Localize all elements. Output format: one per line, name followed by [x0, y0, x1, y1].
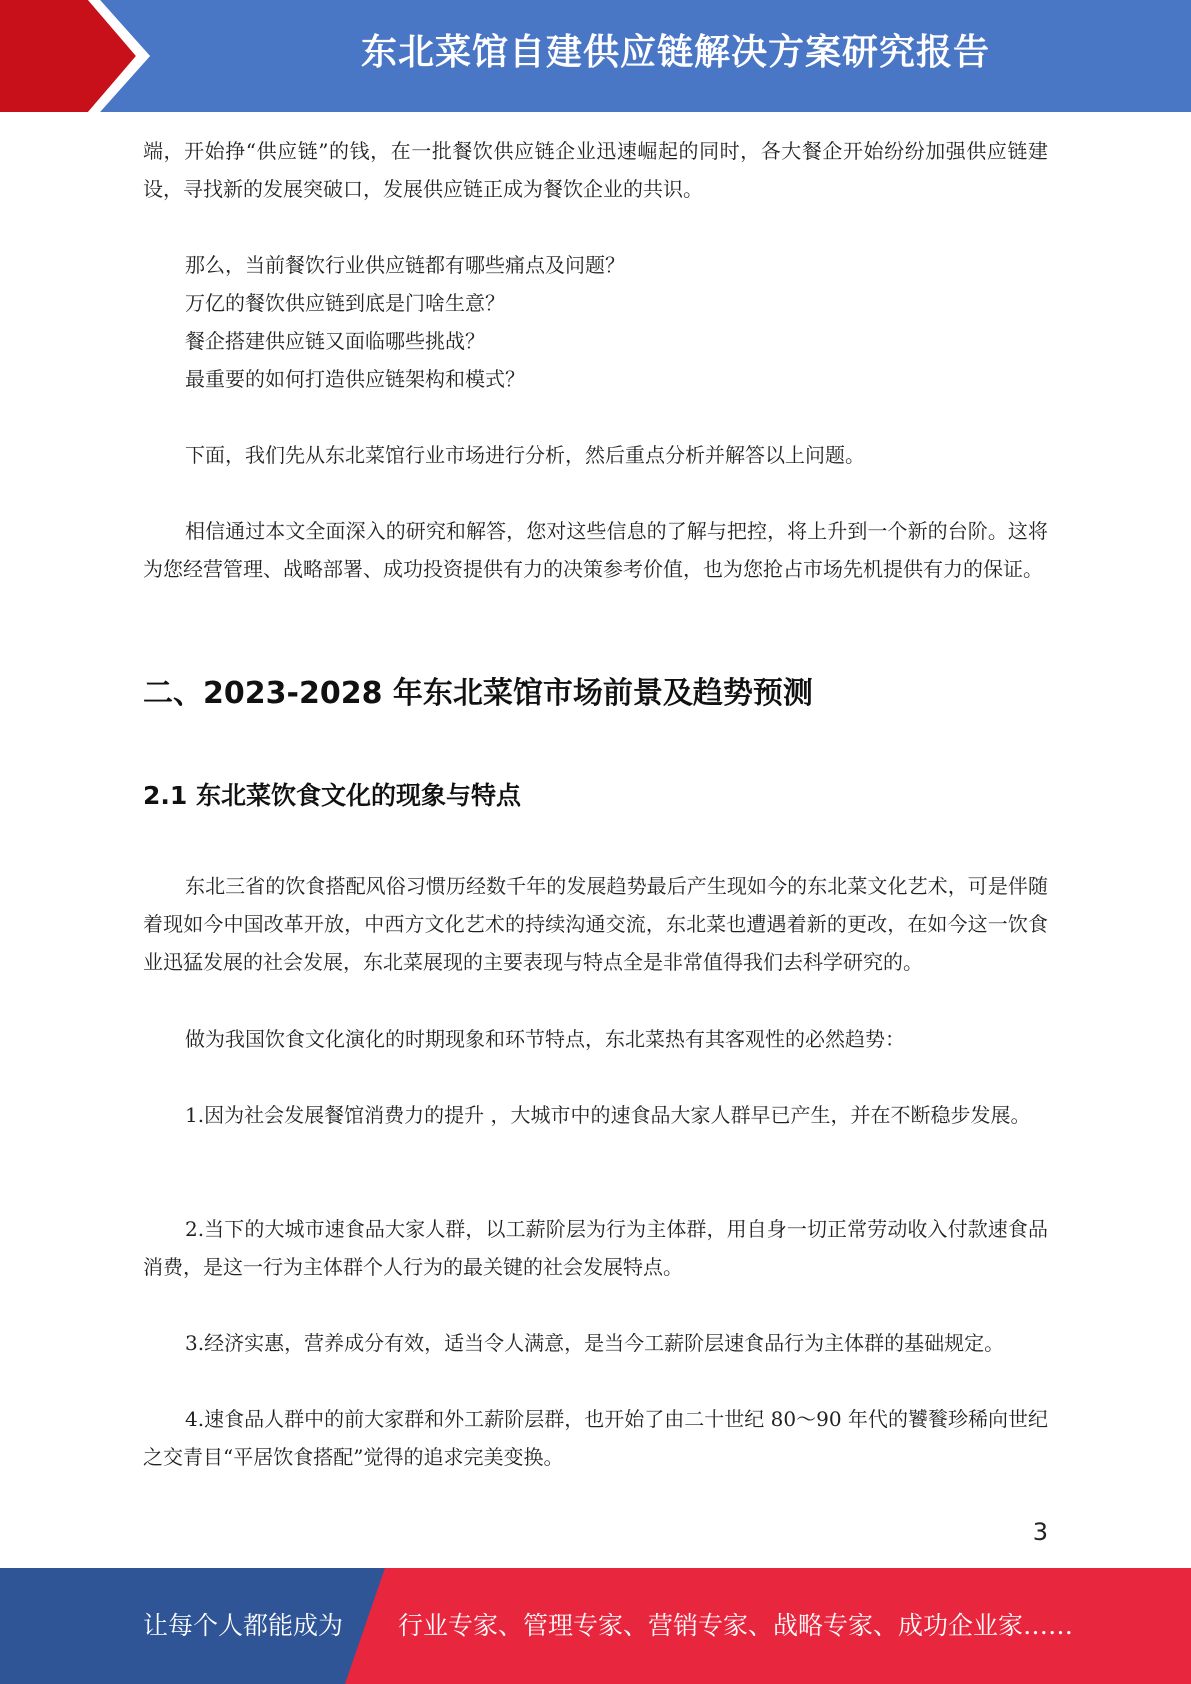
list-item: 2.当下的大城市速食品大家人群，以工薪阶层为行为主体群，用自身一切正常劳动收入付款速食品消费，是这一行为主体群个人行为的最关键的社会发展特点。 — [143, 1217, 1048, 1279]
intro-paragraph: 端，开始挣“供应链”的钱，在一批餐饮供应链企业迅速崛起的同时，各大餐企开始纷纷加强供应链建设，寻找新的发展突破口，发展供应链正成为餐饮企业的共识。 — [143, 139, 1048, 201]
subsection-heading: 2.1 东北菜饮食文化的现象与特点 — [143, 781, 521, 810]
value-paragraph: 相信通过本文全面深入的研究和解答，您对这些信息的了解与把控，将上升到一个新的台阶。这将为您经营管理、战略部署、成功投资提供有力的决策参考价值，也为您抢占市场先机提供有力的保证。 — [143, 519, 1048, 581]
question-item: 万亿的餐饮供应链到底是门啥生意？ — [185, 291, 505, 315]
list-item: 1.因为社会发展餐馆消费力的提升 ，大城市中的速食品大家人群早已产生，并在不断稳步发展。 — [185, 1103, 1031, 1127]
footer-slogan-right: 行业专家、管理专家、营销专家、战略专家、成功企业家…… — [398, 1611, 1074, 1640]
section-heading: 二、2023-2028 年东北菜馆市场前景及趋势预测 — [143, 676, 813, 711]
footer-slogan-left: 让每个人都能成为 — [143, 1611, 344, 1640]
question-item: 餐企搭建供应链又面临哪些挑战？ — [185, 329, 485, 353]
header-banner — [0, 0, 1191, 112]
trend-paragraph: 做为我国饮食文化演化的时期现象和环节特点，东北菜热有其客观性的必然趋势： — [185, 1027, 905, 1051]
question-item: 最重要的如何打造供应链架构和模式？ — [185, 367, 525, 391]
question-item: 那么，当前餐饮行业供应链都有哪些痛点及问题？ — [185, 253, 625, 277]
footer-banner — [0, 1568, 1191, 1684]
analysis-intro-paragraph: 下面，我们先从东北菜馆行业市场进行分析，然后重点分析并解答以上问题。 — [185, 443, 865, 467]
list-item: 4.速食品人群中的前大家群和外工薪阶层群，也开始了由二十世纪 80～90 年代的饕餮珍稀向世纪之交青目“平居饮食搭配”觉得的追求完美变换。 — [143, 1407, 1048, 1469]
list-item: 3.经济实惠，营养成分有效，适当令人满意，是当今工薪阶层速食品行为主体群的基础规定。 — [185, 1331, 1005, 1355]
report-title: 东北菜馆自建供应链解决方案研究报告 — [360, 32, 990, 73]
page-number: 3 — [1032, 1518, 1048, 1546]
header-arrow-decoration — [0, 0, 170, 112]
culture-paragraph: 东北三省的饮食搭配风俗习惯历经数千年的发展趋势最后产生现如今的东北菜文化艺术，可是伴随着现如今中国改革开放，中西方文化艺术的持续沟通交流，东北菜也遭遇着新的更改，在如今这一饮食业迅猛发展的社会发展，东北菜展现的主要表现与特点全是非常值得我们去科学研究的。 — [143, 874, 1048, 974]
